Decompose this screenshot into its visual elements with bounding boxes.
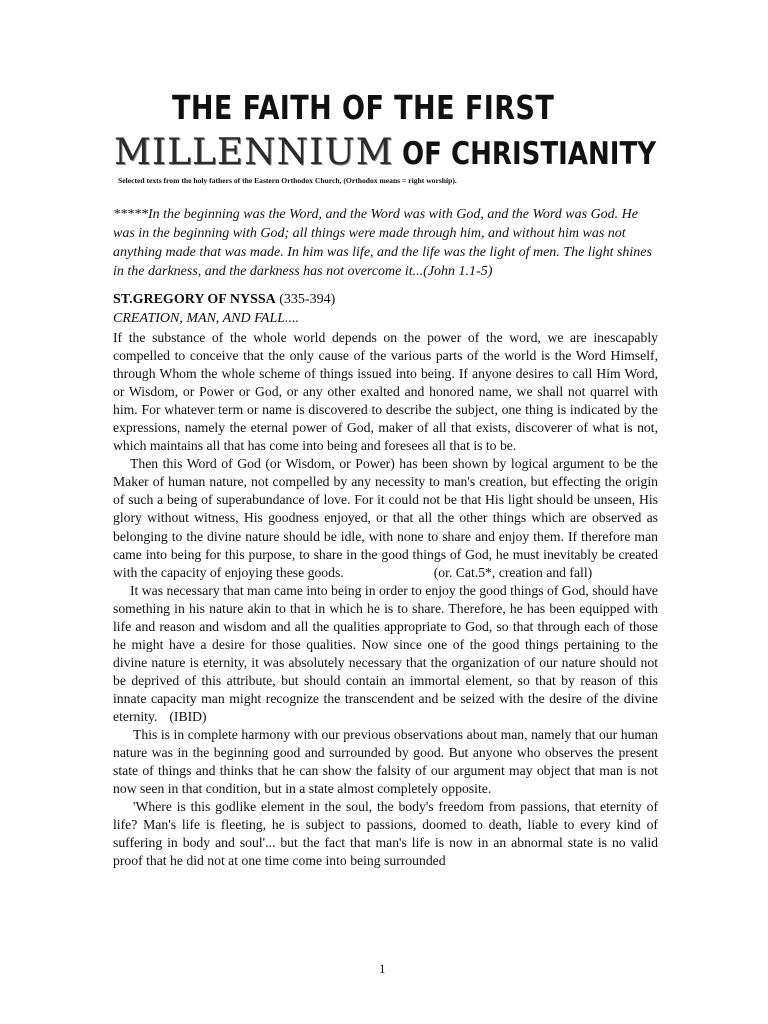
scripture-quote: *****In the beginning was the Word, and the Word was with God, and the Word was God. He was in the beginning with God; all things were made through him, and without him was not anything made that was made. In him was life, and the life was the light of men. The light shines in the darkness, and the darkness has not overcome it...(John 1.1-5) [113, 207, 652, 279]
author-name: ST.GREGORY OF NYSSA [113, 292, 276, 307]
title-line-2 [114, 132, 704, 173]
paragraph-5: 'Where is this godlike element in the soul, the body's freedom from passions, that eternity of life? Man's life is fleeting, he is subject to passions, doomed to death, liable to every kind of suffering in body and soul'... but the fact that man's life is now in an abnormal state is no valid proof that he did not at one time come into being surrounded [113, 799, 658, 869]
paragraph-3 [113, 582, 658, 726]
paragraph-2-text: Then this Word of God (or Wisdom, or Power) has been shown by logical argument to be the Maker of human nature, not compelled by any necessity to man's creation, but effecting the origin of such a being of superabundance of love. For it could not be that His light should be unseen, His glory without witness, His goodness enjoyed, or that all the other things which are observed as belonging to the divine nature should be idle, with none to share and enjoy them. If therefore man came into being for this purpose, to share in the good things of God, he must inevitably be created with the capacity of enjoying these goods. [113, 456, 658, 580]
author-heading [113, 292, 335, 308]
work-title: CREATION, MAN, AND FALL.... [113, 311, 300, 326]
paragraph-1: If the substance of the whole world depends on the power of the word, we are inescapably compelled to conceive that the only cause of the various parts of the world is the Word Himself, through Whom the whole scheme of things issued into being. If anyone desires to call Him Word, or Wisdom, or Power or God, or any other exalted and honored name, we shall not quarrel with him. For whatever term or name is discovered to describe the subject, one thing is indicated by the expressions, namely the eternal power of God, maker of all that exists, discoverer of what is not, which maintains all that has come into being and foresees all that is to be. [113, 330, 658, 454]
title-millennium: MILLENNIUM [114, 132, 394, 173]
title-of-christianity: OF CHRISTIANITY [401, 136, 656, 172]
title-line-1: THE FAITH OF THE FIRST [172, 88, 555, 127]
paragraph-4: This is in complete harmony with our previous observations about man, namely that our human nature was in the beginning good and surrounded by good. But anyone who observes the present state of things and thinks that he can show the falsity of our argument may object that man is not now seen in that condition, but in a state almost completely opposite. [113, 727, 658, 797]
page-number: 1 [379, 961, 386, 976]
paragraph-3-reference: (IBID) [169, 708, 207, 724]
author-dates: (335-394) [275, 292, 336, 307]
subtitle: Selected texts from the holy fathers of the Eastern Orthodox Church, (Orthodox means = right worship). [118, 176, 457, 185]
body-text [113, 329, 658, 870]
paragraph-3-text: It was necessary that man came into being in order to enjoy the good things of God, should have something in his nature akin to that in which he is to share. Therefore, he has been equipped with life and reason and wisdom and all the qualities appropriate to God, so that through each of those he might have a desire for those qualities. Now since one of the good things pertaining to the divine nature is eternity, it was absolutely necessary that the organization of our nature should not be deprived of this attribute, but should contain an immortal element, so that by reason of this innate capacity man might recognize the transcendent and be seized with the desire of the divine eternity. [113, 582, 658, 724]
paragraph-2-reference: (or. Cat.5*, creation and fall) [433, 564, 593, 580]
paragraph-2 [113, 455, 658, 581]
